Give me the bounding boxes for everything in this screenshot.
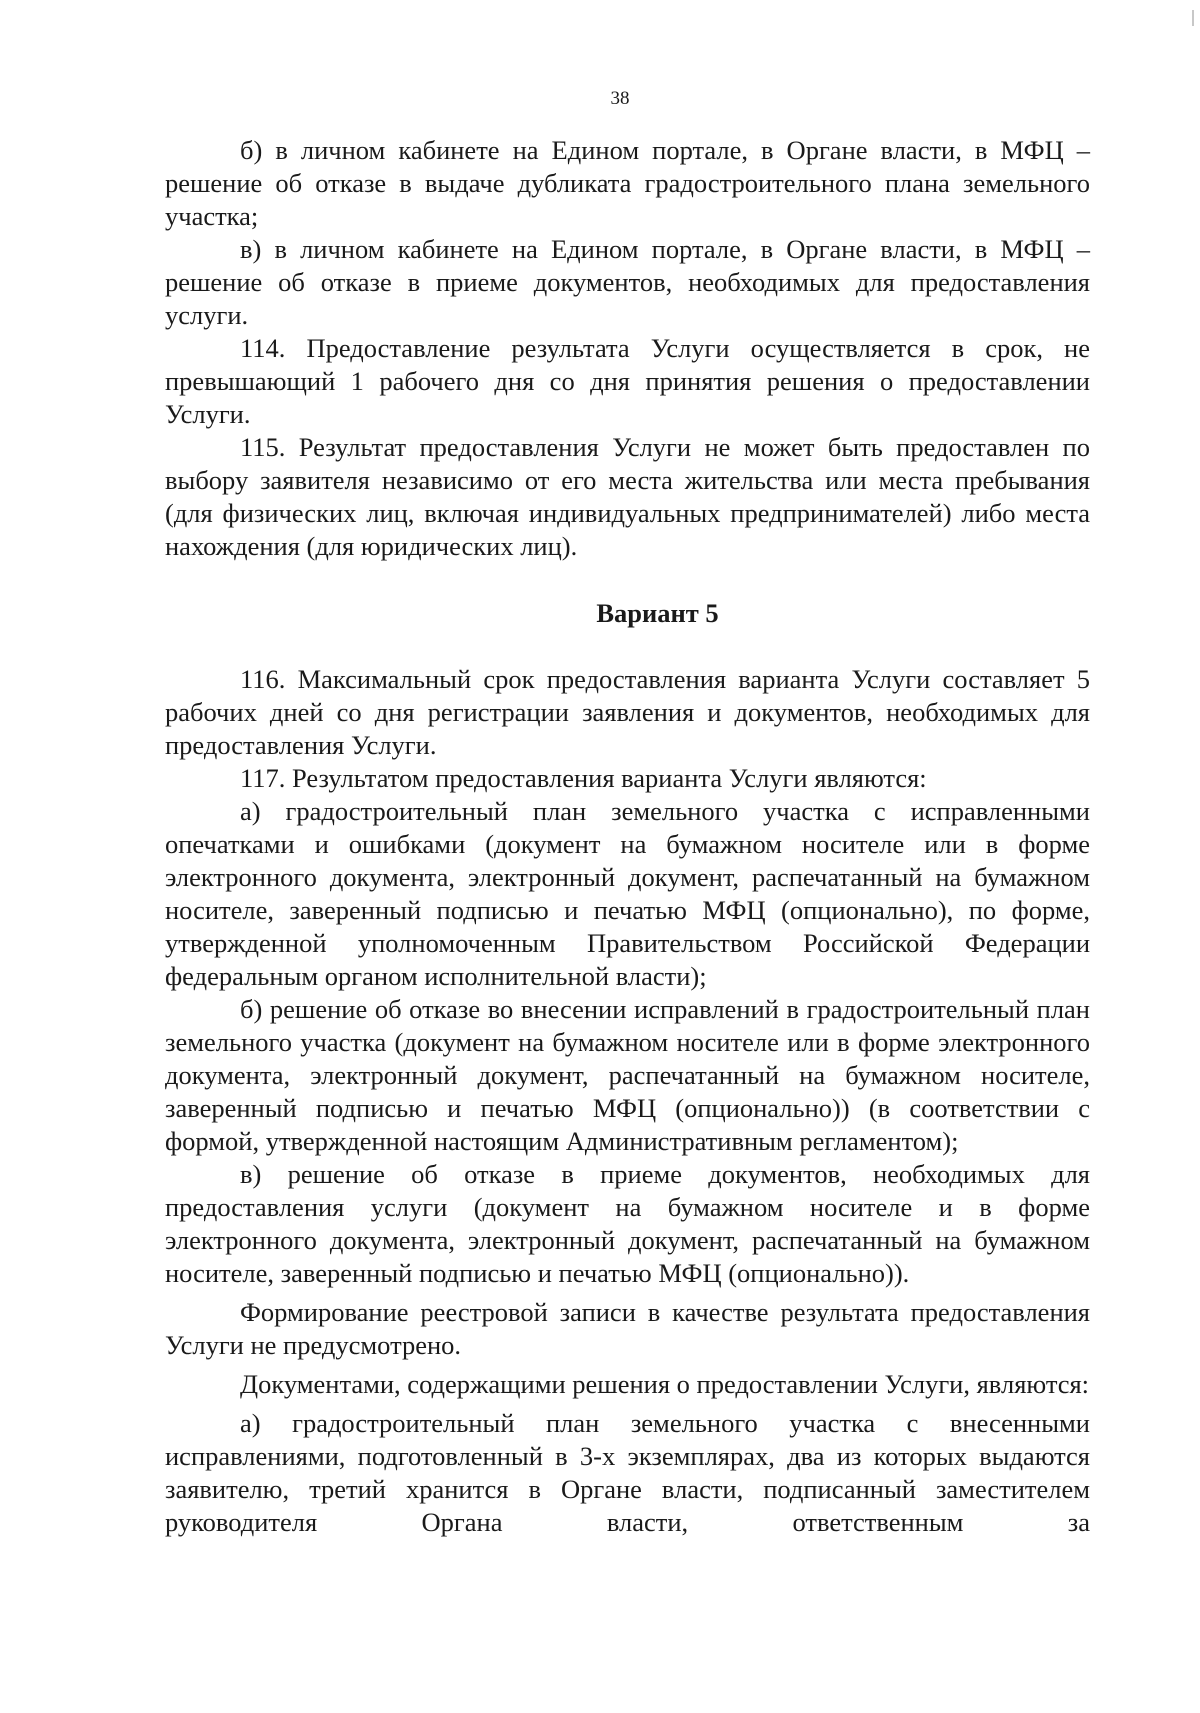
paragraph-116: 116. Максимальный срок предоставления варианта Услуги составляет 5 рабочих дней со дня регистрации заявления и документов, необходимых для предоставления Услуги.: [165, 664, 1090, 760]
paragraph-115: 115. Результат предоставления Услуги не может быть предоставлен по выбору заявителя независимо от его места жительства или места пребывания (для физических лиц, включая индивидуальных предпринимателей) либо места нахождения (для юридических лиц).: [165, 432, 1090, 561]
document-body: [165, 134, 1090, 1539]
paragraph-b-refusal-duplicate: б) в личном кабинете на Едином портале, в Органе власти, в МФЦ – решение об отказе в выдаче дубликата градостроительного плана земельного участка;: [165, 135, 1090, 231]
paragraph-117: 117. Результатом предоставления варианта Услуги являются:: [240, 763, 927, 793]
paragraph-registry-record: Формирование реестровой записи в качестве результата предоставления Услуги не предусмотрено.: [165, 1297, 1090, 1360]
scan-margin-mark: [1192, 10, 1194, 26]
section-heading: Вариант 5: [596, 598, 719, 628]
page-number: 38: [610, 88, 630, 109]
paragraph-117-b: б) решение об отказе во внесении исправлений в градостроительный план земельного участка (документ на бумажном носителе или в форме электронного документа, электронный документ, распечатанный на бумажном носителе, заверенный подписью и печатью МФЦ (опционально)) (в соответствии с формой, утвержденной настоящим Административным регламентом);: [165, 994, 1090, 1156]
paragraph-decision-a: а) градостроительный план земельного участка с внесенными исправлениями, подготовленный в 3-х экземплярах, два из которых выдаются заявителю, третий хранится в Органе власти, подписанный заместителем руководителя Органа власти, ответственным за: [165, 1408, 1090, 1537]
paragraph-117-v: в) решение об отказе в приеме документов, необходимых для предоставления услуги (документ на бумажном носителе и в форме электронного документа, электронный документ, распечатанный на бумажном носителе, заверенный подписью и печатью МФЦ (опционально)).: [165, 1159, 1090, 1288]
paragraph-114: 114. Предоставление результата Услуги осуществляется в срок, не превышающий 1 рабочего дня со дня принятия решения о предоставлении Услуги.: [165, 333, 1090, 429]
paragraph-117-a: а) градостроительный план земельного участка с исправленными опечатками и ошибками (документ на бумажном носителе или в форме электронного документа, электронный документ, распечатанный на бумажном носителе, заверенный подписью и печатью МФЦ (опционально), по форме, утвержденной уполномоченным Правительством Российской Федерации федеральным органом исполнительной власти);: [165, 796, 1090, 991]
paragraph-decision-documents: Документами, содержащими решения о предоставлении Услуги, являются:: [240, 1369, 1090, 1399]
paragraph-v-refusal-documents: в) в личном кабинете на Едином портале, в Органе власти, в МФЦ – решение об отказе в приеме документов, необходимых для предоставления услуги.: [165, 234, 1090, 330]
